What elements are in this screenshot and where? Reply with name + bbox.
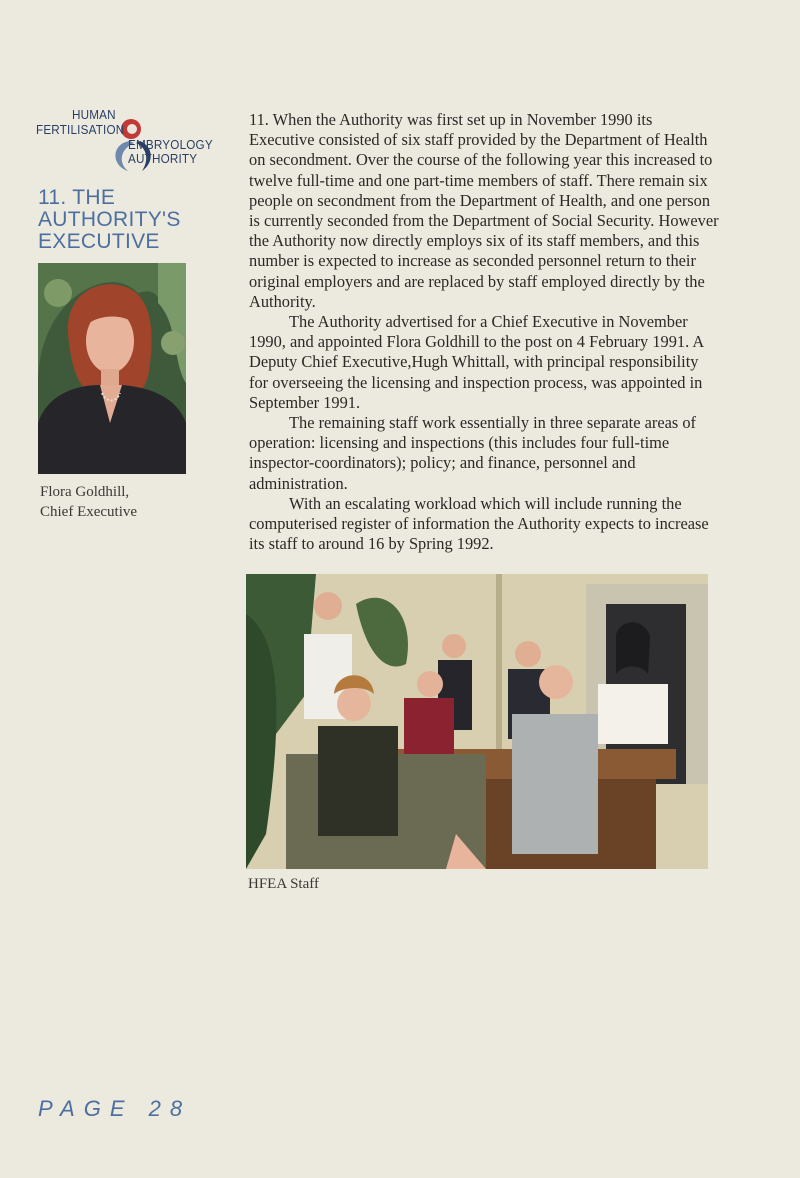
heading-line: 11. THE [38,186,116,209]
paragraph: The Authority advertised for a Chief Executive in November 1990, and appointed Flora Goldhill to the post on 4 February 1991. A Deputy Chief Executive,Hugh Whittall, with principal responsibility for overseeing the licensing and inspection process, was appointed in September 1991. [249,312,704,412]
body-text [249,110,719,554]
portrait-caption-name: Flora Goldhill, [40,484,130,500]
logo-word-authority: AUTHORITY [128,151,198,166]
logo-word-fertilisation: FERTILISATION [36,122,125,137]
paragraph: The remaining staff work essentially in three separate areas of operation: licensing and inspections (this includes four full-time inspector-coordinators); policy; and finance, personnel and administration. [249,413,697,493]
paragraph: With an escalating workload which will include running the computerised register of information the Authority expects to increase its staff to around 16 by Spring 1992. [249,493,709,554]
portrait-caption-role: Chief Executive [40,504,138,520]
portrait-photo [38,263,186,474]
hfea-logo [36,108,226,178]
section-heading [38,187,181,253]
page-number: PAGE 28 [38,1096,192,1121]
paragraph: 11. When the Authority was first set up in November 1990 its Executive consisted of six staff provided by the Department of Health on secondment. Over the course of the following year this increased to twelve full-time and one part-time members of staff. There remain six people on secondment from the Department of Health, and one person is currently seconded from the Department of Social Security. However the Authority now directly employs six of its staff members, and this number is expected to increase as seconded personnel return to their original employers and are replaced by staff employed directly by the Authority. [249,110,719,311]
group-photo-caption: HFEA Staff [248,876,319,892]
group-photo [246,574,708,869]
heading-line: AUTHORITY'S [38,208,181,231]
logo-word-embryology: EMBRYOLOGY [128,137,213,152]
logo-word-human: HUMAN [72,107,116,122]
heading-line: EXECUTIVE [38,230,160,253]
